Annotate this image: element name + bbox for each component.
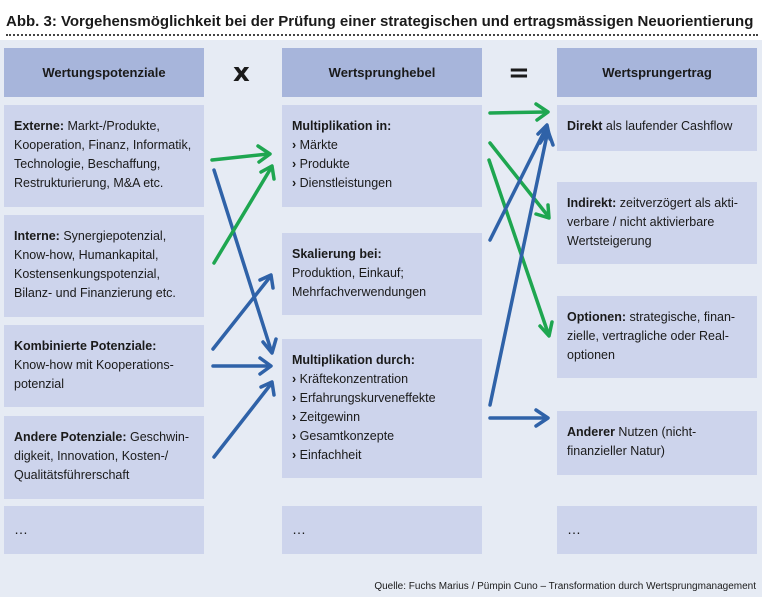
right-box-optionen-text: strategische, finan-zielle, vertragliche oder Real-optionen xyxy=(567,310,736,362)
left-box-externe-text: Markt-/Produkte, Kooperation, Finanz, Informatik, Technologie, Beschaffung, Restrukturierung, M&A etc. xyxy=(14,119,192,190)
arrow-multiplikation-in-to-direkt xyxy=(490,112,546,113)
right-box-indirekt-label: Indirekt: xyxy=(567,196,617,210)
list-item: › Kräftekonzentration xyxy=(292,370,473,389)
left-box-interne-text: Synergiepotenzial, Know-how, Humankapital, Kostensenkungspotenzial, Bilanz- und Finanzierung etc. xyxy=(14,229,176,300)
middle-box-multiplikation-durch-label: Multiplikation durch: xyxy=(292,353,415,367)
left-box-andere-label: Andere Potenziale: xyxy=(14,430,127,444)
list-item: › Produkte xyxy=(292,155,473,174)
middle-box-multiplikation-in-label: Multiplikation in: xyxy=(292,119,392,133)
right-box-anderer-label: Anderer xyxy=(567,425,615,439)
right-box-ellipsis-text: … xyxy=(567,521,581,537)
left-box-externe-label: Externe: xyxy=(14,119,65,133)
multiply-operator: x xyxy=(233,58,250,88)
list-item: › Märkte xyxy=(292,136,473,155)
list-item: › Gesamtkonzepte xyxy=(292,427,473,446)
middle-box-ellipsis-text: … xyxy=(292,521,306,537)
right-box-anderer-text: Nutzen (nicht-finanzieller Natur) xyxy=(567,425,697,458)
right-box-direkt-label: Direkt xyxy=(567,119,603,133)
middle-box-skalierung-label: Skalierung bei: xyxy=(292,247,382,261)
arrow-kombinierte-to-skalierung xyxy=(213,277,270,349)
header-wertungspotenziale: Wertungspotenziale xyxy=(4,48,204,97)
right-box-direkt-text: als laufender Cashflow xyxy=(602,119,733,133)
left-box-andere-text: Geschwin-digkeit, Innovation, Kosten-/ Qualitätsführerschaft xyxy=(14,430,190,482)
source-caption: Quelle: Fuchs Marius / Pümpin Cuno – Transformation durch Wertsprungmanagement xyxy=(374,581,756,592)
middle-box-skalierung-text: Produktion, Einkauf; Mehrfachverwendungen xyxy=(292,266,427,299)
left-box-kombinierte-text: Know-how mit Kooperations-potenzial xyxy=(14,358,174,391)
arrow-interne-to-multiplikation-in xyxy=(214,168,271,263)
header-wertsprunghebel: Wertsprunghebel xyxy=(282,48,482,97)
arrow-externe-to-multiplikation-in xyxy=(212,154,268,160)
list-item: › Zeitgewinn xyxy=(292,408,473,427)
left-box-interne-label: Interne: xyxy=(14,229,60,243)
arrow-externe-to-multiplikation-durch xyxy=(214,170,271,350)
list-item: › Erfahrungskurveneffekte xyxy=(292,389,473,408)
equals-operator: = xyxy=(508,58,530,88)
list-item: › Einfachheit xyxy=(292,446,473,465)
arrow-andere-to-multiplikation-durch xyxy=(214,384,271,457)
left-box-ellipsis-text: … xyxy=(14,521,28,537)
figure-title: Abb. 3: Vorgehensmöglichkeit bei der Prüfung einer strategischen und ertragsmässigen Neuorientierung xyxy=(6,13,754,30)
right-box-optionen-label: Optionen: xyxy=(567,310,627,324)
arrow-multiplikation-durch-to-direkt xyxy=(490,135,547,405)
list-item: › Dienstleistungen xyxy=(292,174,473,193)
right-box-indirekt-text: zeitverzögert als akti-verbare / nicht aktivierbare Wertsteigerung xyxy=(567,196,738,248)
header-wertsprungertrag: Wertsprungertrag xyxy=(557,48,757,97)
left-box-kombinierte-label: Kombinierte Potenziale: xyxy=(14,339,157,353)
